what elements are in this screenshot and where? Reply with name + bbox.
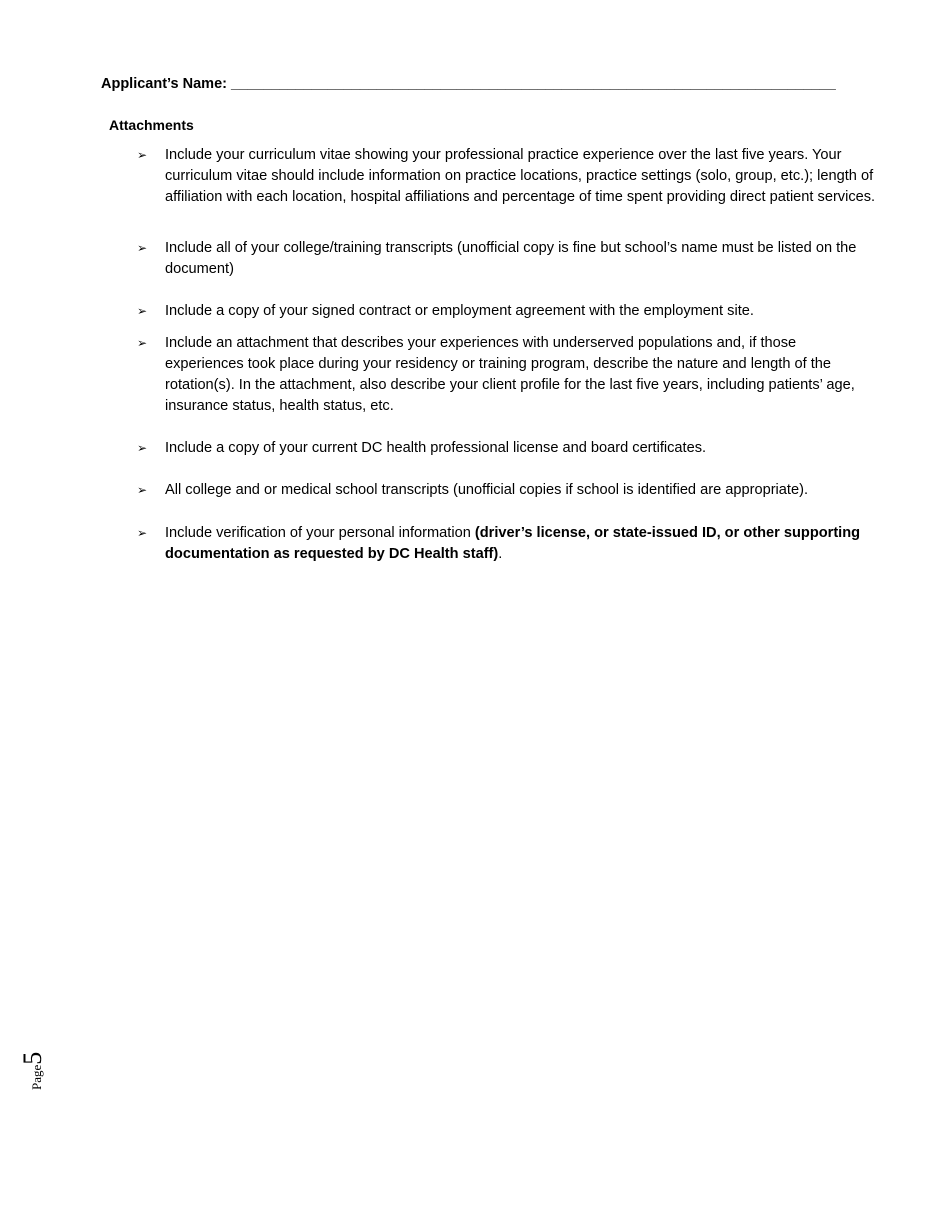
applicant-name-label: Applicant’s Name: bbox=[101, 76, 227, 92]
list-item-text-regular: Include verification of your personal information bbox=[165, 525, 475, 541]
list-item-text-trailing: . bbox=[498, 546, 503, 562]
applicant-name-blank[interactable]: ___________________________________________________________________________ bbox=[231, 76, 836, 92]
page-number bbox=[18, 1010, 78, 1090]
list-item bbox=[137, 523, 877, 565]
applicant-name-line bbox=[101, 76, 836, 92]
arrow-bullet-icon: ➢ bbox=[137, 336, 148, 350]
arrow-bullet-icon: ➢ bbox=[137, 441, 148, 455]
arrow-bullet-icon: ➢ bbox=[137, 304, 148, 318]
arrow-bullet-icon: ➢ bbox=[137, 483, 148, 497]
page-number-value: 5 bbox=[18, 1051, 47, 1065]
list-item-text: Include an attachment that describes your experiences with underserved populations and, if those experiences took place during your residency or training program, describe the nature and length of the rotation(s). In the attachment, also describe your client profile for the last five years, including patients’ age, insurance status, health status, etc. bbox=[165, 335, 855, 414]
list-item bbox=[137, 480, 877, 501]
list-item-text bbox=[165, 523, 877, 565]
list-item bbox=[137, 301, 877, 322]
list-item bbox=[137, 145, 877, 208]
list-item-text: Include your curriculum vitae showing your professional practice experience over the last five years. Your curriculum vitae should include information on practice locations, practice settings (solo, group, etc.); length of affiliation with each location, hospital affiliations and percentage of time spent providing direct patient services. bbox=[165, 147, 876, 205]
page-word: Page bbox=[29, 1064, 44, 1090]
arrow-bullet-icon: ➢ bbox=[137, 526, 148, 540]
list-item-text: Include a copy of your current DC health professional license and board certificates. bbox=[165, 440, 707, 456]
list-item bbox=[137, 333, 877, 417]
attachments-heading: Attachments bbox=[109, 117, 194, 133]
arrow-bullet-icon: ➢ bbox=[137, 241, 148, 255]
arrow-bullet-icon: ➢ bbox=[137, 148, 148, 162]
list-item bbox=[137, 438, 877, 459]
list-item bbox=[137, 238, 877, 280]
list-item-text: Include a copy of your signed contract or employment agreement with the employment site. bbox=[165, 303, 754, 319]
list-item-text-bold: (driver’s license, or state-issued ID, or other supporting documentation as requested by DC Health staff) bbox=[165, 525, 861, 562]
list-item-text: All college and or medical school transcripts (unofficial copies if school is identified are appropriate). bbox=[165, 482, 808, 498]
list-item-text: Include all of your college/training transcripts (unofficial copy is fine but school’s name must be listed on the document) bbox=[165, 240, 857, 277]
